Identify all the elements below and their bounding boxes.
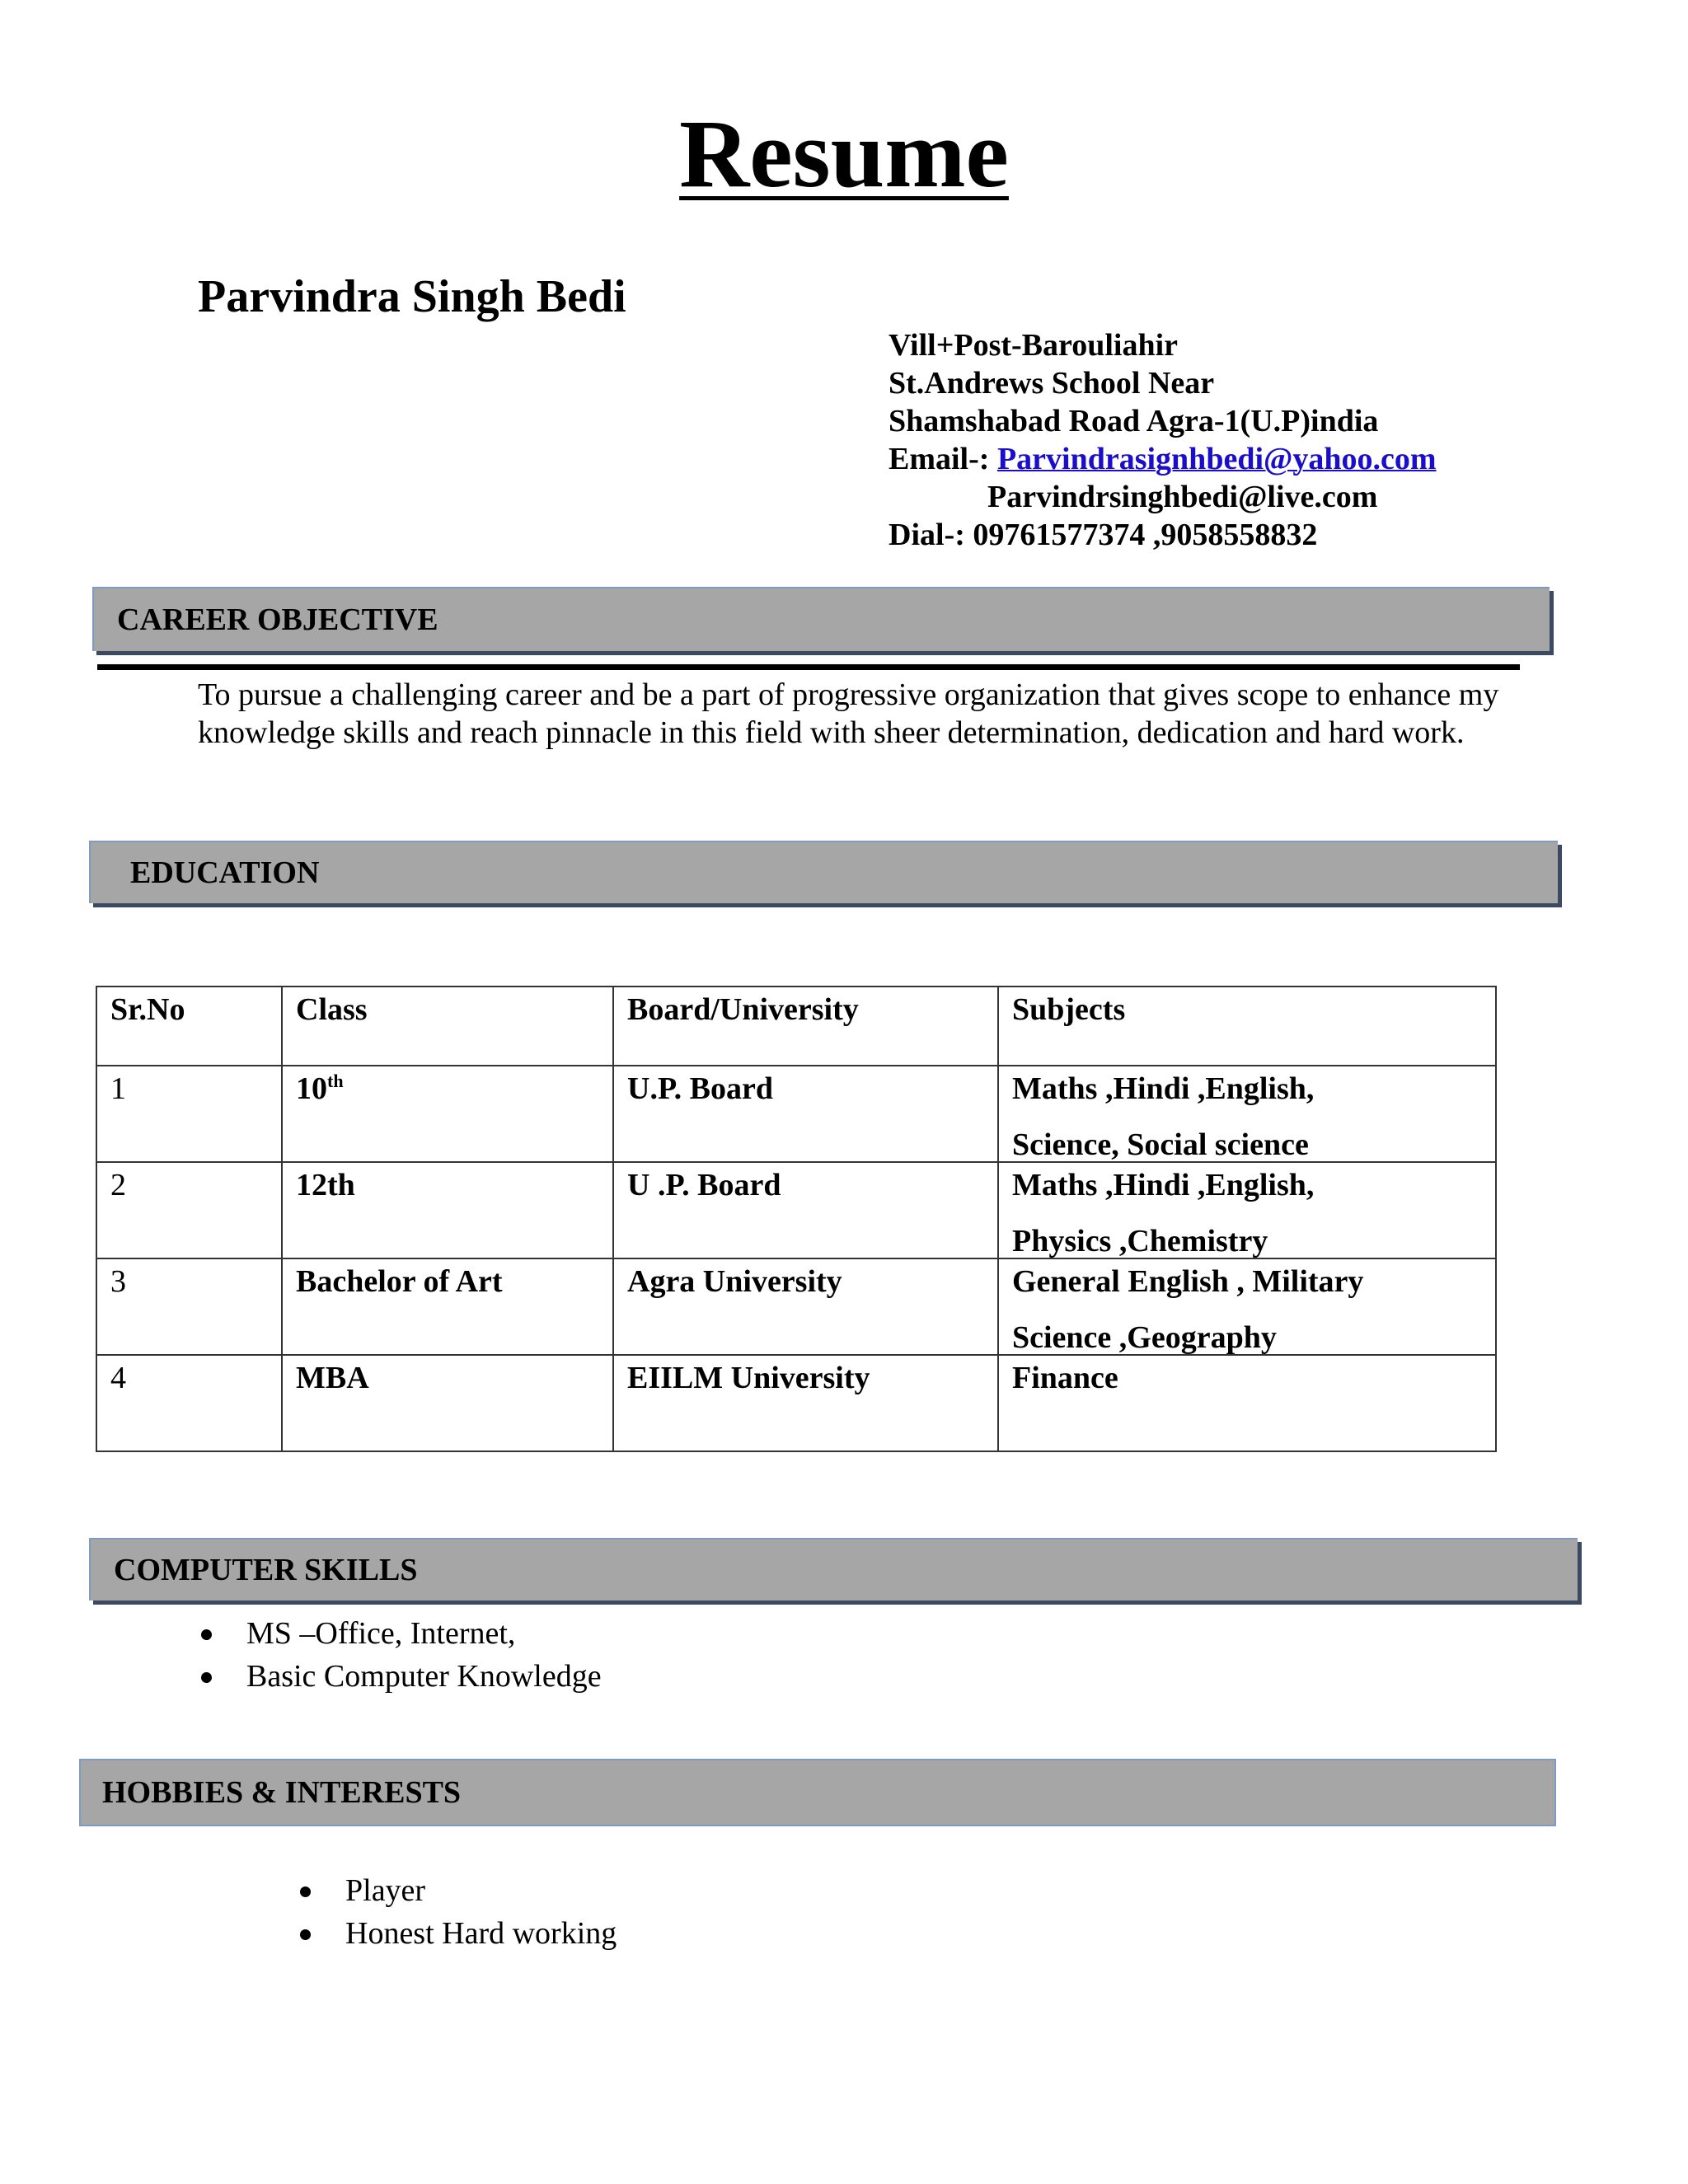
class-cell: Bachelor of Art	[282, 1258, 613, 1355]
class-cell: 10th	[282, 1066, 613, 1162]
address-line-3: Shamshabad Road Agra-1(U.P)india	[889, 404, 1379, 438]
board-cell: Agra University	[613, 1258, 998, 1355]
column-header: Sr.No	[96, 987, 282, 1066]
class-cell: 12th	[282, 1162, 613, 1258]
column-header: Board/University	[613, 987, 998, 1066]
resume-title: Resume	[679, 100, 1009, 208]
hobbies-heading: HOBBIES & INTERESTS	[79, 1759, 1556, 1826]
list-item: Honest Hard working	[298, 1912, 617, 1955]
career-objective-text: To pursue a challenging career and be a part of progressive organization that gives scope to enhance my knowledge skills and reach pinnacle in this field with sheer determination, dedication and hard work.	[198, 677, 1499, 750]
table-header-row	[96, 987, 1496, 1066]
table-row	[96, 1355, 1496, 1451]
subjects-cell: General English , Military Science ,Geography	[998, 1258, 1496, 1355]
subjects-cell: Finance	[998, 1355, 1496, 1451]
list-item: MS –Office, Internet,	[199, 1612, 602, 1655]
career-divider	[97, 664, 1520, 670]
board-cell: U.P. Board	[613, 1066, 998, 1162]
computer-skills-list	[199, 1612, 602, 1698]
email-label: Email-:	[889, 442, 997, 476]
phone-line: Dial-: 09761577374 ,9058558832	[889, 518, 1318, 552]
column-header: Subjects	[998, 987, 1496, 1066]
board-cell: U .P. Board	[613, 1162, 998, 1258]
candidate-name: Parvindra Singh Bedi	[198, 271, 626, 322]
hobbies-list	[298, 1869, 617, 1955]
subjects-cell: Maths ,Hindi ,English, Physics ,Chemistry	[998, 1162, 1496, 1258]
sr-no-cell: 2	[96, 1162, 282, 1258]
column-header: Class	[282, 987, 613, 1066]
computer-skills-heading: COMPUTER SKILLS	[89, 1538, 1578, 1601]
subjects-cell: Maths ,Hindi ,English, Science, Social science	[998, 1066, 1496, 1162]
list-item: Player	[298, 1869, 617, 1912]
board-cell: EIILM University	[613, 1355, 998, 1451]
table-row	[96, 1258, 1496, 1355]
address-line-2: St.Andrews School Near	[889, 366, 1215, 401]
table-row	[96, 1066, 1496, 1162]
email-secondary: Parvindrsinghbedi@live.com	[987, 480, 1378, 514]
email-primary-link[interactable]: Parvindrasignhbedi@yahoo.com	[996, 442, 1437, 476]
education-table	[96, 986, 1497, 1452]
sr-no-cell: 3	[96, 1258, 282, 1355]
education-heading: EDUCATION	[89, 841, 1558, 903]
email-line	[889, 443, 1437, 475]
class-cell: MBA	[282, 1355, 613, 1451]
sr-no-cell: 4	[96, 1355, 282, 1451]
sr-no-cell: 1	[96, 1066, 282, 1162]
address-line-1: Vill+Post-Barouliahir	[889, 328, 1178, 363]
list-item: Basic Computer Knowledge	[199, 1655, 602, 1698]
table-row	[96, 1162, 1496, 1258]
career-objective-heading: CAREER OBJECTIVE	[92, 587, 1550, 651]
